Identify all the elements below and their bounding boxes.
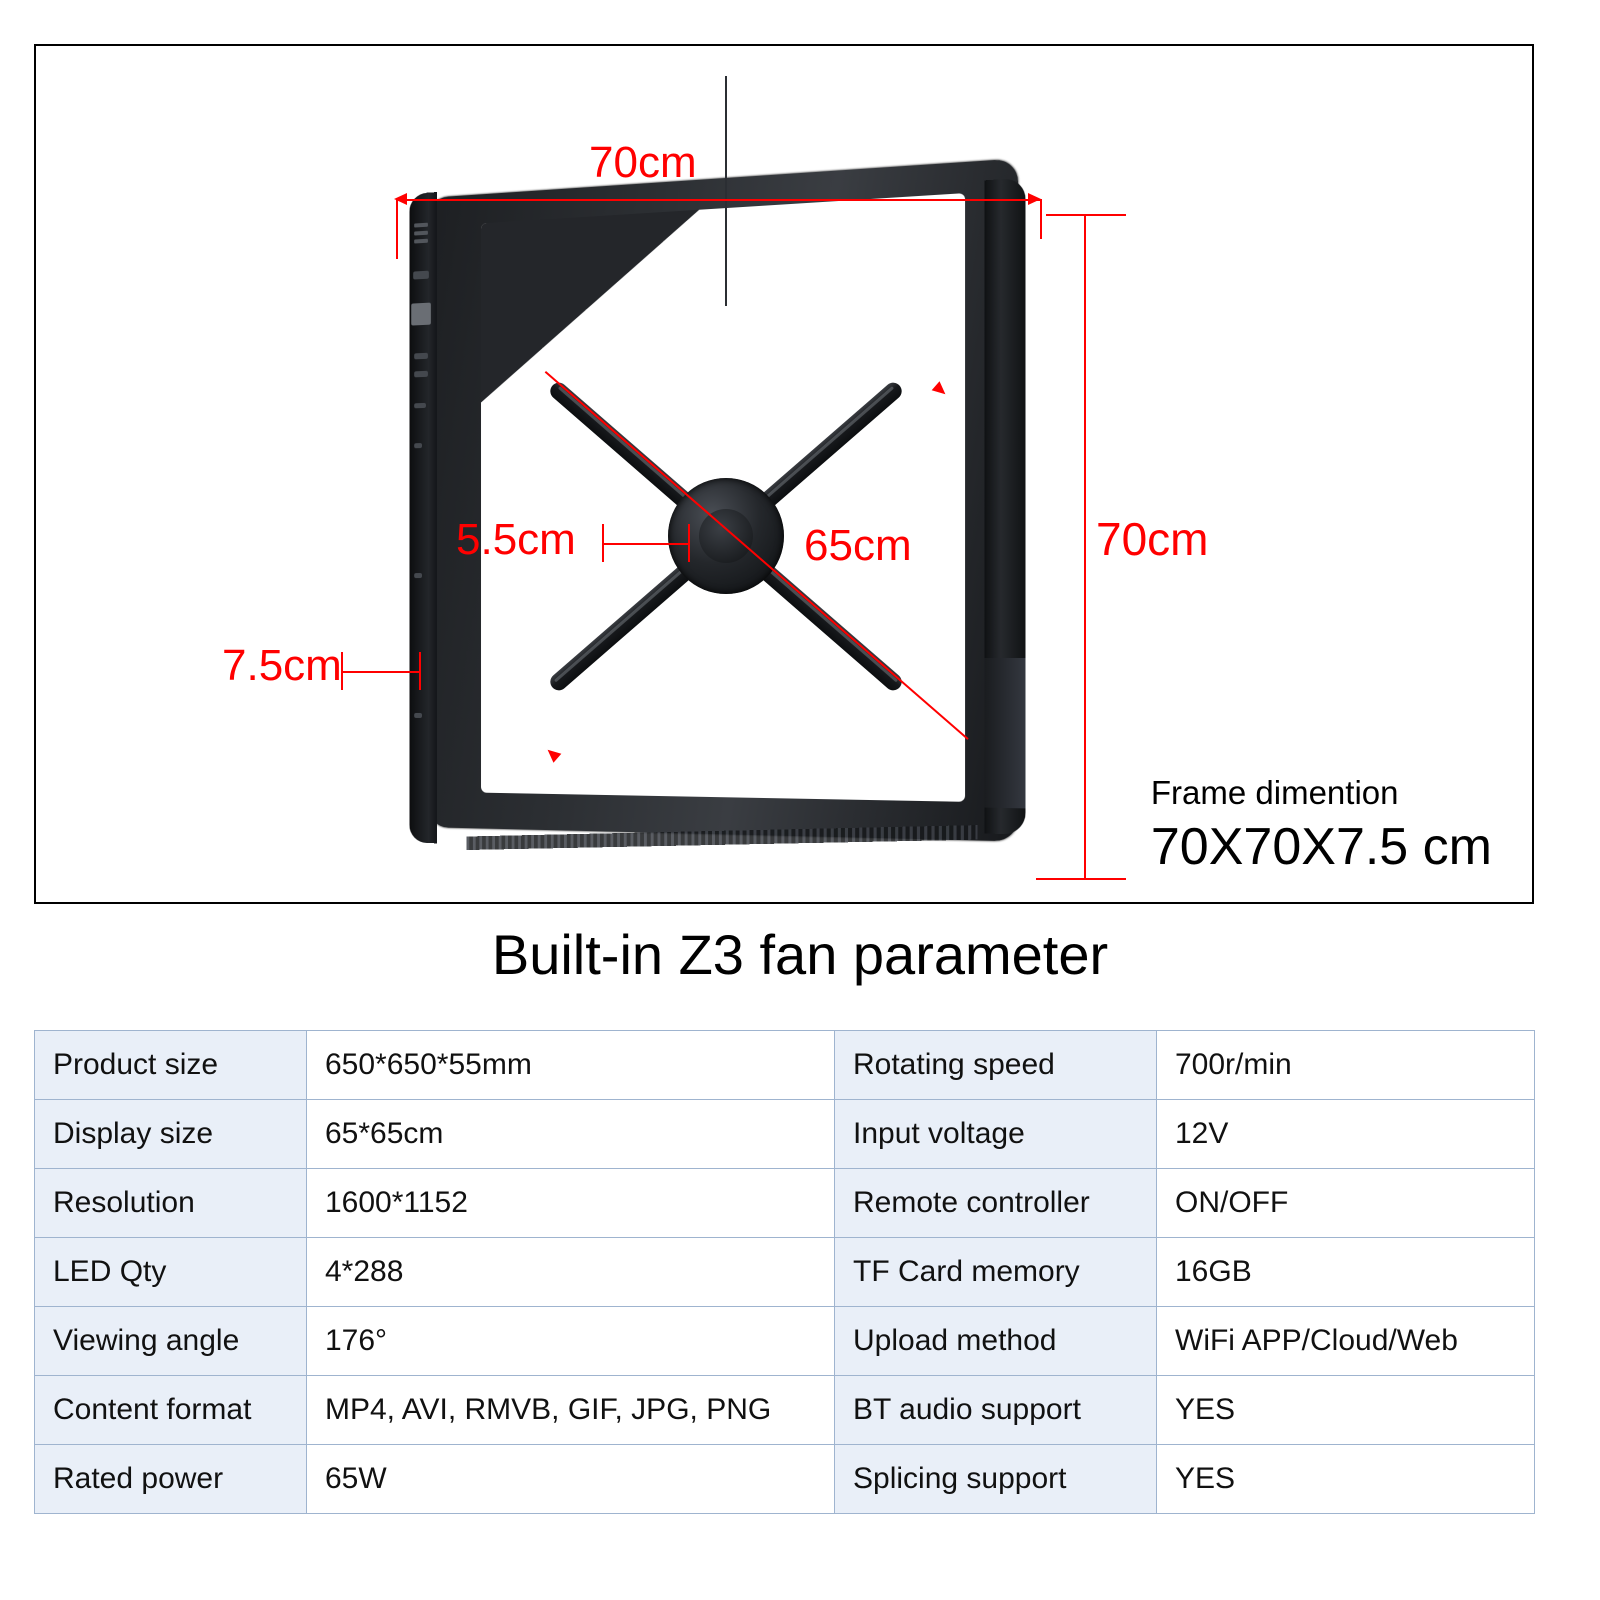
spec-key: Rotating speed xyxy=(835,1031,1157,1100)
spec-key: TF Card memory xyxy=(835,1238,1157,1307)
screw-icon xyxy=(414,573,422,578)
extension-tick xyxy=(419,652,421,690)
frame-depth-dimension-line xyxy=(341,671,421,673)
hub-depth-dimension-line xyxy=(602,543,690,545)
frame-dimension-value: 70X70X7.5 cm xyxy=(1150,818,1492,876)
table-row xyxy=(35,1169,1535,1238)
frame-right-edge xyxy=(984,178,1025,835)
spec-key: Resolution xyxy=(35,1169,307,1238)
port-icon xyxy=(414,353,428,360)
frame-dimension-title: Frame dimention xyxy=(1150,774,1399,812)
top-width-dimension-line xyxy=(396,199,1041,201)
spec-value: 65W xyxy=(307,1445,835,1514)
spec-key: LED Qty xyxy=(35,1238,307,1307)
spec-value: MP4, AVI, RMVB, GIF, JPG, PNG xyxy=(307,1376,835,1445)
right-height-label: 70cm xyxy=(1096,513,1209,565)
height-tick-bottom xyxy=(1036,878,1126,880)
extension-tick xyxy=(1040,199,1042,239)
spec-key: Upload method xyxy=(835,1307,1157,1376)
vent-slot-icon xyxy=(414,239,428,244)
spec-key: BT audio support xyxy=(835,1376,1157,1445)
right-height-dimension-line xyxy=(1084,214,1086,879)
spec-key: Rated power xyxy=(35,1445,307,1514)
frame-depth-label: 7.5cm xyxy=(222,641,342,690)
spec-value: YES xyxy=(1157,1445,1535,1514)
extension-tick xyxy=(396,199,398,259)
spec-value: 176° xyxy=(307,1307,835,1376)
diagram-canvas xyxy=(36,46,1532,902)
extension-tick xyxy=(602,524,604,562)
page-title: Built-in Z3 fan parameter xyxy=(491,923,1109,986)
spec-value: 4*288 xyxy=(307,1238,835,1307)
table-row xyxy=(35,1376,1535,1445)
port-icon xyxy=(414,371,428,378)
spec-value: 65*65cm xyxy=(307,1100,835,1169)
spec-key: Display size xyxy=(35,1100,307,1169)
spec-value: YES xyxy=(1157,1376,1535,1445)
blade-span-label: 65cm xyxy=(804,521,912,570)
hub-depth-label: 5.5cm xyxy=(456,515,576,564)
frame-dimension-caption xyxy=(1151,772,1492,880)
table-row xyxy=(35,1445,1535,1514)
spec-value: WiFi APP/Cloud/Web xyxy=(1157,1307,1535,1376)
top-width-label: 70cm xyxy=(589,138,697,187)
spec-key: Remote controller xyxy=(835,1169,1157,1238)
spec-value: 16GB xyxy=(1157,1238,1535,1307)
spec-key: Content format xyxy=(35,1376,307,1445)
spec-value: 700r/min xyxy=(1157,1031,1535,1100)
spec-key: Product size xyxy=(35,1031,307,1100)
height-tick-top xyxy=(1046,214,1126,216)
frame-left-side-panel xyxy=(409,192,436,843)
spec-key: Input voltage xyxy=(835,1100,1157,1169)
port-icon xyxy=(414,403,426,408)
specification-table xyxy=(34,1030,1535,1514)
table-row xyxy=(35,1307,1535,1376)
port-icon xyxy=(413,271,429,280)
spec-value: ON/OFF xyxy=(1157,1169,1535,1238)
table-row xyxy=(35,1238,1535,1307)
spec-value: 650*650*55mm xyxy=(307,1031,835,1100)
spec-value: 12V xyxy=(1157,1100,1535,1169)
vent-slot-icon xyxy=(414,231,428,236)
screw-icon xyxy=(414,713,422,718)
screw-icon xyxy=(414,443,422,448)
vent-slot-icon xyxy=(414,223,428,228)
spec-value: 1600*1152 xyxy=(307,1169,835,1238)
table-row xyxy=(35,1031,1535,1100)
product-dimension-diagram xyxy=(34,44,1534,904)
extension-tick xyxy=(688,524,690,562)
spec-key: Viewing angle xyxy=(35,1307,307,1376)
hanging-wire xyxy=(725,76,727,306)
usb-port-icon xyxy=(411,303,431,326)
table-row xyxy=(35,1100,1535,1169)
spec-key: Splicing support xyxy=(835,1445,1157,1514)
